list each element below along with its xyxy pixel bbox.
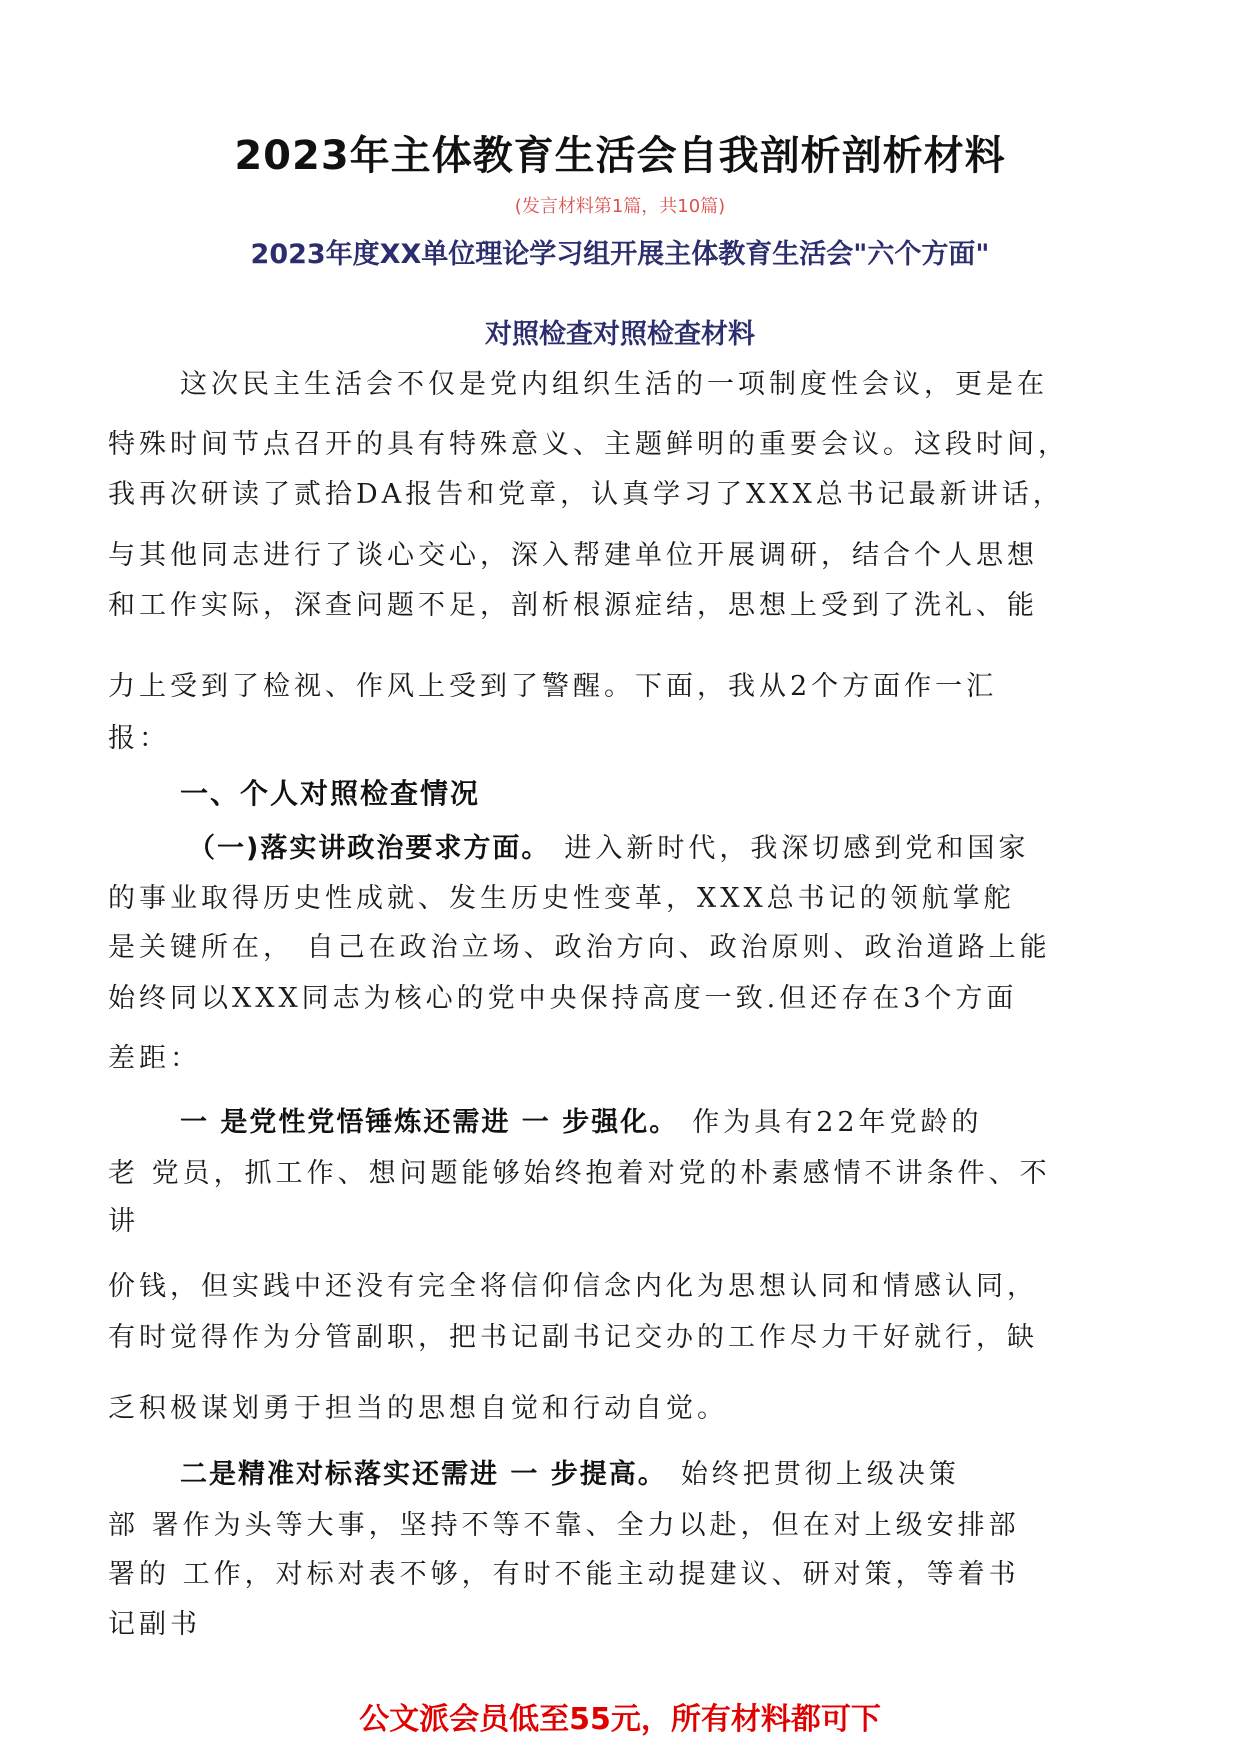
footer-promo: 公文派会员低至55元，所有材料都可下 xyxy=(359,1702,881,1737)
point-lead-rest: 作为具有22年党龄的 xyxy=(692,1107,983,1138)
body-line: 讲 xyxy=(108,1206,139,1237)
intro-line: 我再次研读了贰拾DA报告和党章，认真学习了XXX总书记最新讲话， xyxy=(108,479,1064,510)
intro-line: 这次民主生活会不仅是党内组织生活的一项制度性会议，更是在 xyxy=(180,369,1048,400)
body-line: 差距： xyxy=(108,1043,201,1074)
body-line: 署的 工作，对标对表不够，有时不能主动提建议、研对策，等着书 xyxy=(108,1559,1020,1590)
point-lead-line xyxy=(180,1100,983,1139)
intro-line: 特殊时间节点召开的具有特殊意义、主题鲜明的重要会议。这段时间， xyxy=(108,429,1069,460)
intro-line: 与其他同志进行了谈心交心，深入帮建单位开展调研，结合个人思想 xyxy=(108,540,1038,571)
point-lead-rest: 始终把贯彻上级决策 xyxy=(680,1459,960,1490)
body-line: 始终同以XXX同志为核心的党中央保持高度一致.但还存在3个方面 xyxy=(108,983,1018,1014)
document-subtitle-line-1: 2023年度XX单位理论学习组开展主体教育生活会"六个方面" xyxy=(250,239,990,270)
point-lead-line xyxy=(180,1452,960,1491)
body-line: 的事业取得历史性成就、发生历史性变革，XXX总书记的领航掌舵 xyxy=(108,883,1015,914)
subsection-lead-bold: （一)落实讲政治要求方面。 xyxy=(188,833,551,864)
section-heading: 一、个人对照检查情况 xyxy=(180,777,481,810)
body-line: 老 党员，抓工作、想问题能够始终抱着对党的朴素感情不讲条件、不 xyxy=(108,1158,1051,1189)
document-subnote: (发言材料第1篇，共10篇) xyxy=(514,196,726,217)
intro-line: 和工作实际，深查问题不足，剖析根源症结，思想上受到了洗礼、能 xyxy=(108,590,1038,621)
subsection-lead-rest: 进入新时代，我深切感到党和国家 xyxy=(564,833,1030,864)
point-lead-bold: 一 是党性党悟锤炼还需进 一 步强化。 xyxy=(180,1107,679,1138)
document-title: 2023年主体教育生活会自我剖析剖析材料 xyxy=(234,133,1006,179)
body-line: 部 署作为头等大事，坚持不等不靠、全力以赴，但在对上级安排部 xyxy=(108,1510,1020,1541)
document-subtitle-line-2: 对照检查对照检查材料 xyxy=(485,319,755,350)
intro-line: 力上受到了检视、作风上受到了警醒。下面，我从2个方面作一汇 xyxy=(108,671,998,702)
intro-line: 报： xyxy=(108,723,170,754)
body-line: 乏积极谋划勇于担当的思想自觉和行动自觉。 xyxy=(108,1393,728,1424)
body-line: 是关键所在， 自己在政治立场、政治方向、政治原则、政治道路上能 xyxy=(108,932,1051,963)
body-line: 有时觉得作为分管副职，把书记副书记交办的工作尽力干好就行，缺 xyxy=(108,1322,1038,1353)
body-line: 价钱，但实践中还没有完全将信仰信念内化为思想认同和情感认同， xyxy=(108,1271,1038,1302)
body-line: 记副书 xyxy=(108,1609,201,1640)
subsection-lead-line xyxy=(188,826,1029,865)
point-lead-bold: 二是精准对标落实还需进 一 步提高。 xyxy=(180,1459,667,1490)
